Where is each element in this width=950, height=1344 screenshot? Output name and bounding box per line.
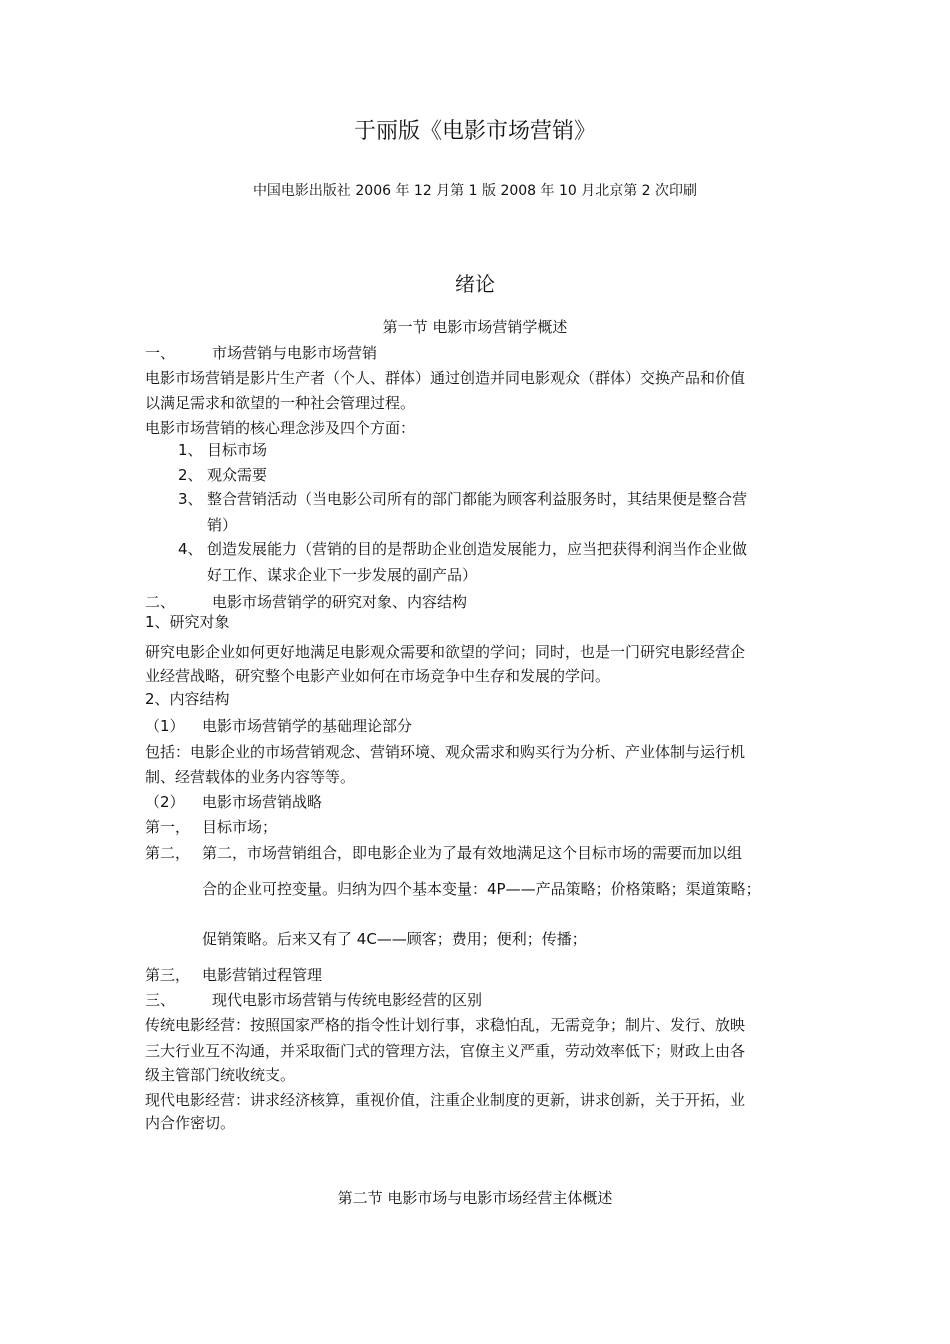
list-item-number: 1、	[178, 441, 203, 459]
list-item-text: 好工作、谋求企业下一步发展的副产品）	[207, 566, 478, 584]
publisher-info: 中国电影出版社 2006 年 12 月第 1 版 2008 年 10 月北京第 2 次印刷	[252, 183, 698, 199]
list-item-text: 观众需要	[207, 466, 268, 484]
part3-number: 三、	[145, 991, 176, 1009]
content-structure-title: 2、内容结构	[145, 690, 230, 708]
part2-title: 电影市场营销学的研究对象、内容结构	[212, 593, 468, 611]
list-item-text: 目标市场	[207, 441, 268, 459]
core-concepts-intro: 电影市场营销的核心理念涉及四个方面：	[145, 419, 416, 437]
list-item-text: 创造发展能力（营销的目的是帮助企业创造发展能力，应当把获得利润当作企业做	[207, 540, 748, 558]
section2-heading: 第二节 电影市场与电影市场经营主体概述	[337, 1189, 613, 1207]
part1-number: 一、	[145, 344, 176, 362]
paragraph-line: 制、经营载体的业务内容等等。	[145, 768, 356, 786]
subpoint-title: 电影市场营销战略	[202, 793, 323, 811]
strategy-text: 目标市场；	[202, 818, 278, 836]
part1-title: 市场营销与电影市场营销	[212, 344, 378, 362]
list-item-number: 2、	[178, 466, 203, 484]
chapter-title: 绪论	[455, 272, 495, 296]
strategy-text: 第二，市场营销组合，即电影企业为了最有效地满足这个目标市场的需要而加以组	[202, 844, 743, 862]
strategy-label: 第一，	[145, 818, 191, 836]
strategy-label: 第二，	[145, 844, 191, 862]
subpoint-title: 电影市场营销学的基础理论部分	[202, 717, 413, 735]
list-item-number: 4、	[178, 540, 203, 558]
strategy-text: 电影营销过程管理	[202, 966, 323, 984]
part1-paragraph-line: 以满足需求和欲望的一种社会管理过程。	[145, 394, 416, 412]
subpoint-number: （2）	[145, 793, 185, 811]
paragraph-line: 研究电影企业如何更好地满足电影观众需要和欲望的学问；同时，也是一门研究电影经营企	[145, 643, 746, 661]
part2-number: 二、	[145, 593, 176, 611]
document-title: 于丽版《电影市场营销》	[353, 119, 596, 144]
part3-title: 现代电影市场营销与传统电影经营的区别	[212, 991, 483, 1009]
list-item-number: 3、	[178, 490, 203, 508]
section1-heading: 第一节 电影市场营销学概述	[382, 318, 568, 336]
strategy-label: 第三，	[145, 966, 191, 984]
subpoint-number: （1）	[145, 717, 185, 735]
paragraph-line: 三大行业互不沟通，并采取衙门式的管理方法，官僚主义严重，劳动效率低下；财政上由各	[145, 1042, 746, 1060]
research-object-title: 1、研究对象	[145, 613, 230, 631]
paragraph-line: 包括：电影企业的市场营销观念、营销环境、观众需求和购买行为分析、产业体制与运行机	[145, 743, 746, 761]
paragraph-line: 传统电影经营：按照国家严格的指令性计划行事，求稳怕乱，无需竞争；制片、发行、放映	[145, 1016, 746, 1034]
list-item-text: 销）	[207, 516, 238, 534]
paragraph-line: 业经营战略，研究整个电影产业如何在市场竞争中生存和发展的学问。	[145, 667, 611, 685]
strategy-text: 合的企业可控变量。归纳为四个基本变量：4P——产品策略；价格策略；渠道策略；	[202, 880, 761, 898]
paragraph-line: 现代电影经营：讲求经济核算，重视价值，注重企业制度的更新，讲求创新，关于开拓，业	[145, 1091, 746, 1109]
list-item-text: 整合营销活动（当电影公司所有的部门都能为顾客利益服务时，其结果便是整合营	[207, 490, 748, 508]
strategy-text: 促销策略。后来又有了 4C——顾客；费用；便利；传播；	[202, 930, 587, 948]
paragraph-line: 内合作密切。	[145, 1114, 236, 1132]
paragraph-line: 级主管部门统收统支。	[145, 1066, 296, 1084]
part1-paragraph-line: 电影市场营销是影片生产者（个人、群体）通过创造并同电影观众（群体）交换产品和价值	[145, 369, 746, 387]
